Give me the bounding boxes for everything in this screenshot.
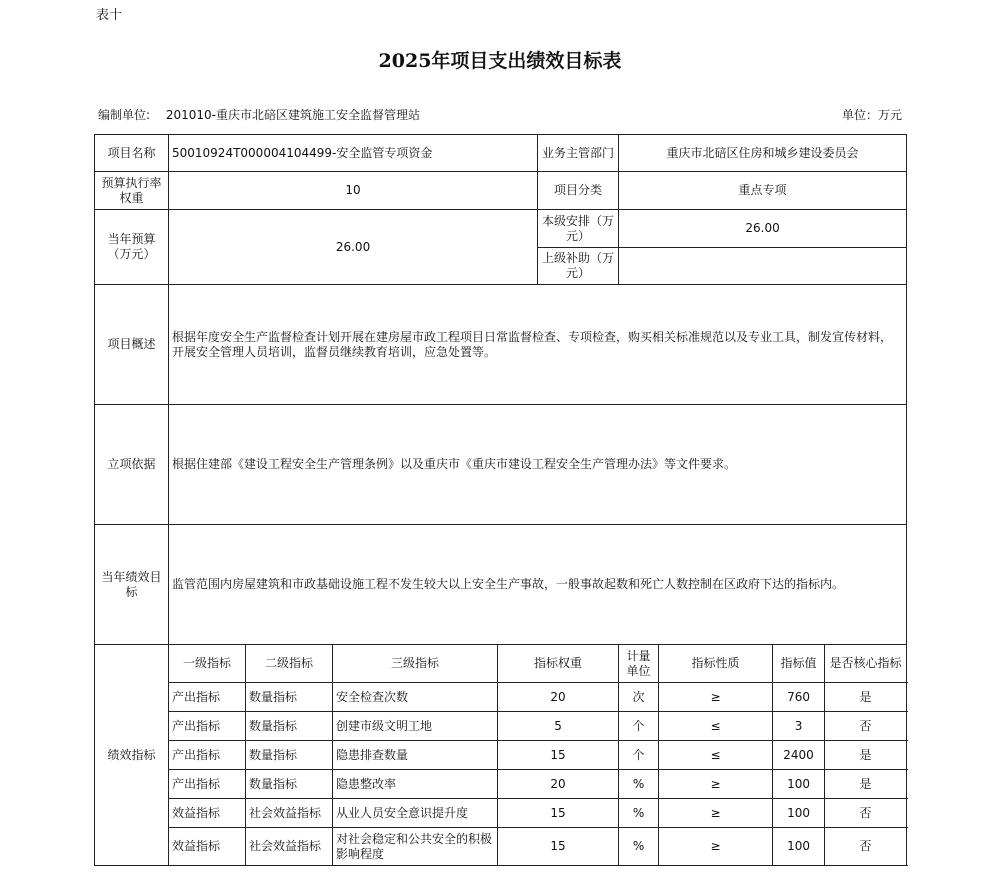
- header-weight: 指标权重: [498, 645, 619, 683]
- overview-value: 根据年度安全生产监督检查计划开展在建房屋市政工程项目日常监督检查、专项检查，购买相关标准规范以及专业工具，制发宣传材料，开展安全管理人员培训，监督员继续教育培训，应急处置等。: [169, 285, 907, 405]
- indicator-core: 是: [825, 683, 907, 712]
- indicator-level2: 数量指标: [246, 683, 333, 712]
- indicator-weight: 15: [498, 799, 619, 828]
- indicator-level2: 数量指标: [246, 770, 333, 799]
- indicator-weight: 5: [498, 712, 619, 741]
- indicator-level3: 对社会稳定和公共安全的积极影响程度: [333, 828, 498, 866]
- indicator-value: 3: [773, 712, 825, 741]
- indicator-level2: 社会效益指标: [246, 828, 333, 866]
- indicator-weight: 20: [498, 683, 619, 712]
- budget-value: 26.00: [169, 210, 538, 285]
- indicators-section-label: 绩效指标: [95, 645, 169, 866]
- compiling-unit-value: 201010-重庆市北碚区建筑施工安全监督管理站: [165, 108, 421, 122]
- row-overview: [95, 285, 907, 405]
- annual-goal-value: 监管范围内房屋建筑和市政基础设施工程不发生较大以上安全生产事故，一般事故起数和死亡人数控制在区政府下达的指标内。: [169, 525, 907, 645]
- indicator-level1: 产出指标: [169, 741, 246, 770]
- indicator-core: 是: [825, 770, 907, 799]
- indicator-unit: 次: [619, 683, 659, 712]
- department-value: 重庆市北碚区住房和城乡建设委员会: [619, 135, 907, 172]
- indicator-level3: 隐患排查数量: [333, 741, 498, 770]
- indicator-level3: 创建市级文明工地: [333, 712, 498, 741]
- indicator-unit: %: [619, 770, 659, 799]
- indicator-core: 否: [825, 712, 907, 741]
- project-name-value: 50010924T000004104499-安全监管专项资金: [169, 135, 538, 172]
- indicator-row: [95, 828, 907, 866]
- compiling-unit: [98, 106, 420, 123]
- row-annual-goal: [95, 525, 907, 645]
- overview-label: 项目概述: [95, 285, 169, 405]
- row-weight: [95, 172, 907, 210]
- indicator-row: [95, 741, 907, 770]
- weight-label: 预算执行率权重: [95, 172, 169, 210]
- performance-target-table: [94, 134, 907, 866]
- indicator-level3: 从业人员安全意识提升度: [333, 799, 498, 828]
- indicator-nature: ≥: [659, 770, 773, 799]
- page-title: 2025年项目支出绩效目标表: [378, 50, 622, 72]
- weight-value: 10: [169, 172, 538, 210]
- indicator-level2: 社会效益指标: [246, 799, 333, 828]
- indicator-value: 100: [773, 828, 825, 866]
- indicator-nature: ≥: [659, 799, 773, 828]
- indicator-level2: 数量指标: [246, 712, 333, 741]
- indicator-level1: 效益指标: [169, 828, 246, 866]
- row-project-name: [95, 135, 907, 172]
- indicator-nature: ≥: [659, 828, 773, 866]
- indicator-level1: 产出指标: [169, 683, 246, 712]
- header-nature: 指标性质: [659, 645, 773, 683]
- indicator-core: 否: [825, 828, 907, 866]
- category-label: 项目分类: [538, 172, 619, 210]
- indicator-nature: ≥: [659, 683, 773, 712]
- indicator-level3: 隐患整改率: [333, 770, 498, 799]
- indicator-weight: 15: [498, 741, 619, 770]
- indicator-level1: 效益指标: [169, 799, 246, 828]
- indicator-unit: 个: [619, 712, 659, 741]
- indicator-weight: 20: [498, 770, 619, 799]
- basis-label: 立项依据: [95, 405, 169, 525]
- indicator-unit: %: [619, 828, 659, 866]
- project-name-label: 项目名称: [95, 135, 169, 172]
- indicator-row: [95, 770, 907, 799]
- subsidy-value: [619, 248, 907, 285]
- header-unit: 计量单位: [619, 645, 659, 683]
- indicator-level1: 产出指标: [169, 770, 246, 799]
- indicator-unit: 个: [619, 741, 659, 770]
- indicators-header-row: [95, 645, 907, 683]
- basis-value: 根据住建部《建设工程安全生产管理条例》以及重庆市《重庆市建设工程安全生产管理办法》等文件要求。: [169, 405, 907, 525]
- local-arrangement-value: 26.00: [619, 210, 907, 248]
- header-value: 指标值: [773, 645, 825, 683]
- header-core: 是否核心指标: [825, 645, 907, 683]
- indicator-value: 100: [773, 770, 825, 799]
- indicator-level3: 安全检查次数: [333, 683, 498, 712]
- row-basis: [95, 405, 907, 525]
- indicator-core: 是: [825, 741, 907, 770]
- budget-label: 当年预算（万元）: [95, 210, 169, 285]
- department-label: 业务主管部门: [538, 135, 619, 172]
- header-level3: 三级指标: [333, 645, 498, 683]
- indicator-row: [95, 712, 907, 741]
- subsidy-label: 上级补助（万元）: [538, 248, 619, 285]
- indicator-row: [95, 683, 907, 712]
- indicator-unit: %: [619, 799, 659, 828]
- table-number: 表十: [96, 8, 123, 23]
- header-level1: 一级指标: [169, 645, 246, 683]
- indicator-level1: 产出指标: [169, 712, 246, 741]
- annual-goal-label: 当年绩效目标: [95, 525, 169, 645]
- header-level2: 二级指标: [246, 645, 333, 683]
- row-budget: [95, 210, 907, 248]
- indicator-value: 760: [773, 683, 825, 712]
- local-arrangement-label: 本级安排（万元）: [538, 210, 619, 248]
- compiling-unit-label: 编制单位:: [98, 108, 151, 122]
- indicator-weight: 15: [498, 828, 619, 866]
- indicator-core: 否: [825, 799, 907, 828]
- indicator-value: 100: [773, 799, 825, 828]
- indicator-level2: 数量指标: [246, 741, 333, 770]
- indicator-value: 2400: [773, 741, 825, 770]
- indicator-nature: ≤: [659, 712, 773, 741]
- indicator-row: [95, 799, 907, 828]
- currency-unit: 单位：万元: [841, 108, 902, 122]
- category-value: 重点专项: [619, 172, 907, 210]
- indicator-nature: ≤: [659, 741, 773, 770]
